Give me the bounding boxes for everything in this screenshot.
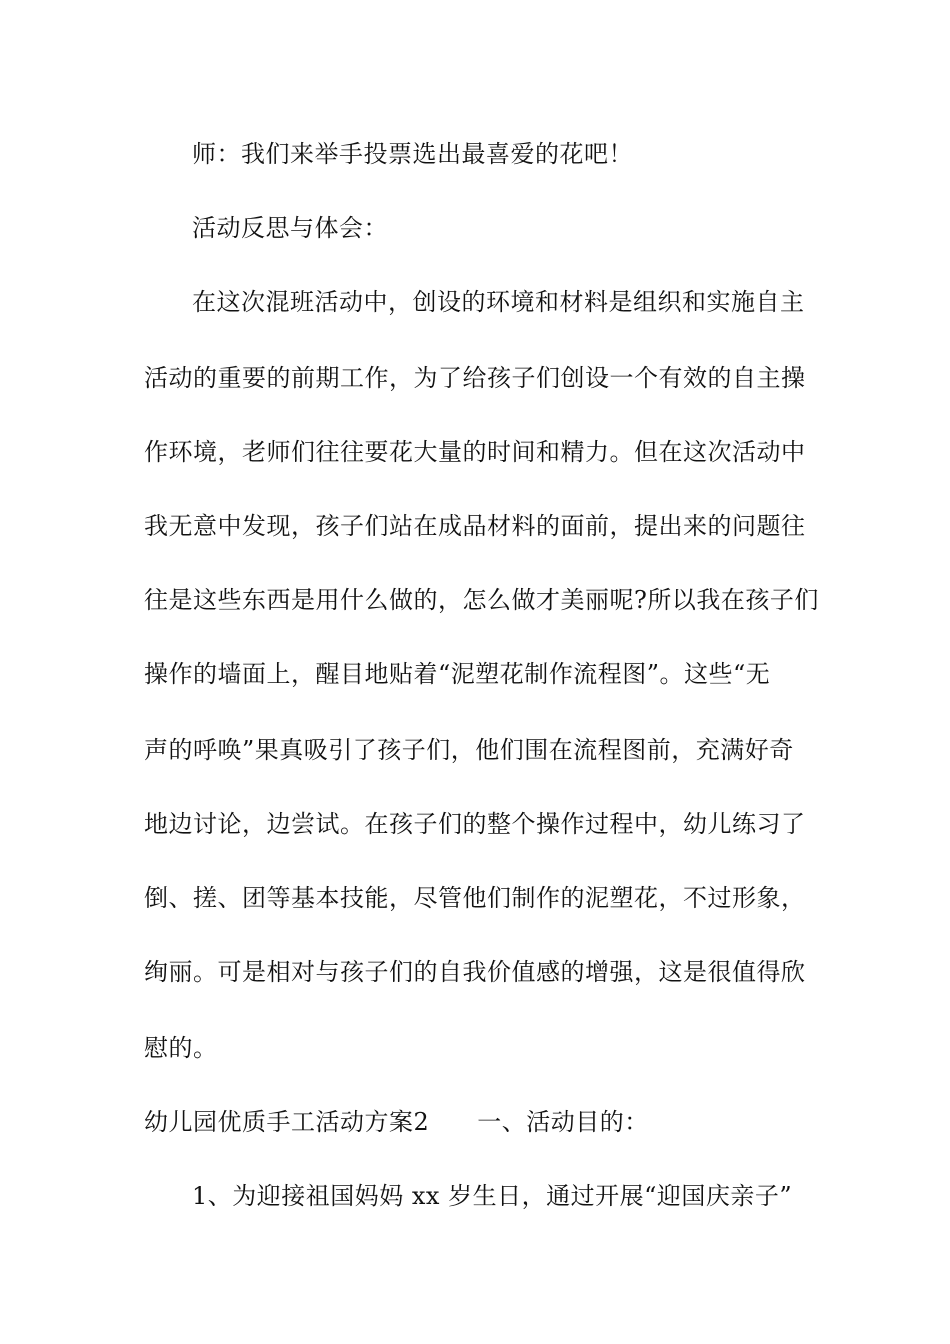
reflection-line: 绚丽。可是相对与孩子们的自我价值感的增强，这是很值得欣 [144, 958, 806, 986]
dialogue-line: 师：我们来举手投票选出最喜爱的花吧！ [192, 140, 633, 168]
reflection-line: 倒、搓、团等基本技能，尽管他们制作的泥塑花，不过形象， [144, 884, 806, 912]
plan-title: 幼儿园优质手工活动方案2 [144, 1108, 430, 1136]
plan-heading [144, 1106, 824, 1138]
section-heading: 活动反思与体会： [192, 214, 388, 242]
reflection-line: 我无意中发现，孩子们站在成品材料的面前，提出来的问题往 [144, 512, 806, 540]
plan-subtitle: 一、活动目的： [477, 1108, 649, 1136]
reflection-line: 地边讨论，边尝试。在孩子们的整个操作过程中，幼儿练习了 [144, 810, 806, 838]
reflection-line: 操作的墙面上，醒目地贴着“泥塑花制作流程图”。这些“无 [144, 660, 771, 688]
reflection-line: 声的呼唤”果真吸引了孩子们，他们围在流程图前，充满好奇 [144, 736, 794, 764]
reflection-line: 在这次混班活动中，创设的环境和材料是组织和实施自主 [192, 288, 805, 316]
goal-line: 1、为迎接祖国妈妈 xx 岁生日，通过开展“迎国庆亲子” [192, 1182, 793, 1210]
reflection-line: 往是这些东西是用什么做的，怎么做才美丽呢?所以我在孩子们 [144, 586, 819, 614]
reflection-line: 活动的重要的前期工作，为了给孩子们创设一个有效的自主操 [144, 364, 806, 392]
reflection-line: 作环境，老师们往往要花大量的时间和精力。但在这次活动中 [144, 438, 806, 466]
reflection-line: 慰的。 [144, 1034, 218, 1062]
